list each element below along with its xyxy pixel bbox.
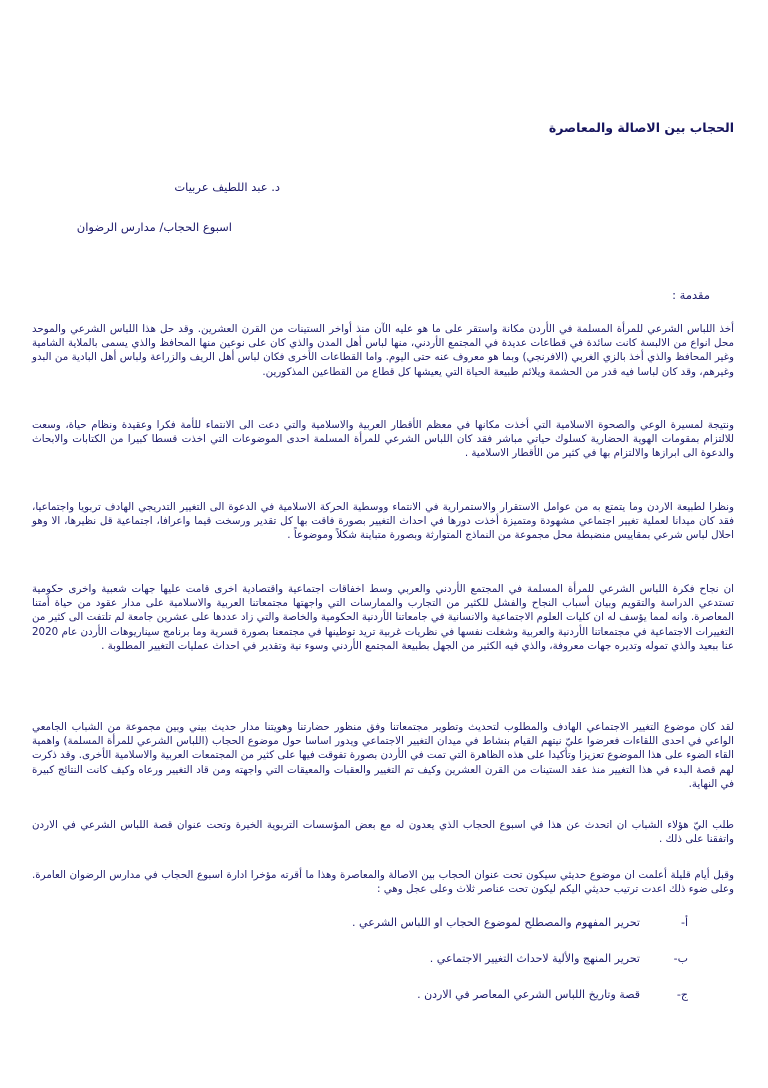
paragraph-2: ونتيجة لمسيرة الوعي والصحوة الاسلامية التي أخذت مكانها في معظم الأقطار العربية والاسلامية والتي دعت الى الانتماء للأمة فكرا وعقيدة ونظام حياة، وسعت للالتزام بمقومات الهوية الحضارية كسلوك حياتي مباشر فقد كان اللباس الشرعي للمرأة المسلمة احدى الموضوعات التي اخذت قسطا كبيرا من الكتابات والابحاث والدعوة الى ابرازها والالتزام بها في كثير من الأقطار الاسلامية . xyxy=(32,419,734,460)
paragraph-1: أخذ اللباس الشرعي للمرأة المسلمة في الأردن مكانة واستقر على ما هو عليه الآن منذ أواخر الستينات من القرن العشرين. وقد حل هذا اللباس الشرعي والموحد محل انواع من الالبسة كانت سائدة في قطاعات عديدة في المجتمع الأردني، منها لباس أهل المدن والذي كان على نوعين منها المحافظ والذي يسمى بالملاية الشامية وغير المحافظ والذي أخذ بالزي الغربي (الافرنجي) وبما هو معروف عنه حتى اليوم. واما القطاعات الأخرى فكان لباس أهل الريف والزراعة ولباس أهل البادية من البدو وغيرهم، وقد كان لباسا فيه قدر من الحشمة ويلائم طبيعة الحياة التي يعيشها كل قطاع من القطاعين المذكورين. xyxy=(32,323,734,378)
list-item-label: ج- xyxy=(676,988,688,1001)
list-item-text: قصة وتاريخ اللباس الشرعي المعاصر في الاردن . xyxy=(417,988,640,1001)
document-title: الحجاب بين الاصالة والمعاصرة xyxy=(548,120,734,135)
event-name: اسبوع الحجاب/ مدارس الرضوان xyxy=(76,220,232,234)
intro-heading: مقدمة : xyxy=(672,288,710,302)
list-item xyxy=(40,988,688,1001)
paragraph-6: طلب اليّ هؤلاء الشباب ان اتحدث عن هذا في اسبوع الحجاب الذي يعدون له مع بعض المؤسسات التربوية الخيرة وتحت عنوان قصة اللباس الشرعي في الاردن واتفقنا على ذلك . xyxy=(32,819,734,846)
paragraph-4: ان نجاح فكرة اللباس الشرعي للمرأة المسلمة في المجتمع الأردني والعربي وسط اخفاقات اجتماعية واقتصادية اخرى قامت عليها جهات شعبية واخرى حكومية تستدعي الدراسة والتقويم وبيان أسباب النجاح والفشل للكثير من التجارب والممارسات التي واجهتها مجتمعاتنا العربية والاسلامية على مدار عقود من حياة أمتنا المعاصرة. وانه لمما يؤسف له ان كليات العلوم الاجتماعية والانسانية في جامعاتنا الأردنية الحكومية والخاصة والتي زاد عددها على عشرين جامعة لم تلتفت الى كثير من التغييرات الاجتماعية في مجتمعاتنا الأردنية والعربية وشغلت نفسها في نظريات غربية تريد توطينها في مجتمعنا بصورة قسرية وما برنامج سيناريوهات الأردن عام 2020 عنا ببعيد والذي تموله وتديره جهات معروفة، والذي فيه الكثير من الجهل بطبيعة المجتمع الأردني وسوء نية وتقدير في احداث عمليات التغيير المطلوبة . xyxy=(32,583,734,652)
list-item-label: أ- xyxy=(680,916,688,929)
paragraph-5: لقد كان موضوع التغيير الاجتماعي الهادف والمطلوب لتحديث وتطوير مجتمعاتنا وفق منظور حضارتنا وهويتنا مدار حديث بيني وبين مجموعة من الشباب الجامعي الواعي في احدى اللقاءات فعرضوا عليّ نيتهم القيام بنشاط في ميدان التغيير الاجتماعي ويدور اساسا حول موضوع الحجاب (اللباس الشرعي للمرأة المسلمة) واهمية القاء الضوء على هذا الموضوع تعزيزا وتأكيدا على هذه الظاهرة التي تمت في الأردن بصورة تفوقت فيها على كثير من المجتمعات العربية والاسلامية الأخرى. وقد ذكرت لهم قصة البدء في هذا التغيير منذ عقد الستينات من القرن العشرين وكيف تم التغيير والعقبات والمعيقات التي واجهته ومن قاد التغيير ورعاه وكيف كانت النتائج كبيرة في النهاية. xyxy=(32,721,734,790)
list-item-label: ب- xyxy=(673,952,688,965)
list-item xyxy=(40,952,688,965)
paragraph-7: وقبل أيام قليلة أعلمت ان موضوع حديثي سيكون تحت عنوان الحجاب بين الاصالة والمعاصرة وهذا ما أقرته مؤخرا ادارة اسبوع الحجاب في مدارس الرضوان العامرة. وعلى ضوء ذلك اعدت ترتيب حديثي اليكم ليكون تحت عناصر ثلاث وعلى عجل وهي : xyxy=(32,869,734,896)
list-item-text: تحرير المفهوم والمصطلح لموضوع الحجاب او اللباس الشرعي . xyxy=(352,916,640,929)
author-name: د. عبد اللطيف عربيات xyxy=(174,180,280,194)
list-item xyxy=(40,916,688,929)
list-item-text: تحرير المنهج والألية لاحداث التغيير الاجتماعي . xyxy=(429,952,640,965)
paragraph-3: ونظرا لطبيعة الاردن وما يتمتع به من عوامل الاستقرار والاستمرارية في الانتماء ووسطية الحركة الاسلامية في الدعوة الى التغيير التدريجي الهادف تربويا واجتماعيا، فقد كان ميدانا لعملية تغيير اجتماعي مشهودة ومتميزة أخذت دورها في احداث التغيير بصورة فاقت بها كل تقدير ورسخت قيما واعرافا، اجتماعية قل نظيرها، الا وهو احلال لباس شرعي بمقاييس منضبطة محل مجموعة من النماذج المتوارثة وبصورة متباينة شكلاً وموضوعاً . xyxy=(32,501,734,542)
